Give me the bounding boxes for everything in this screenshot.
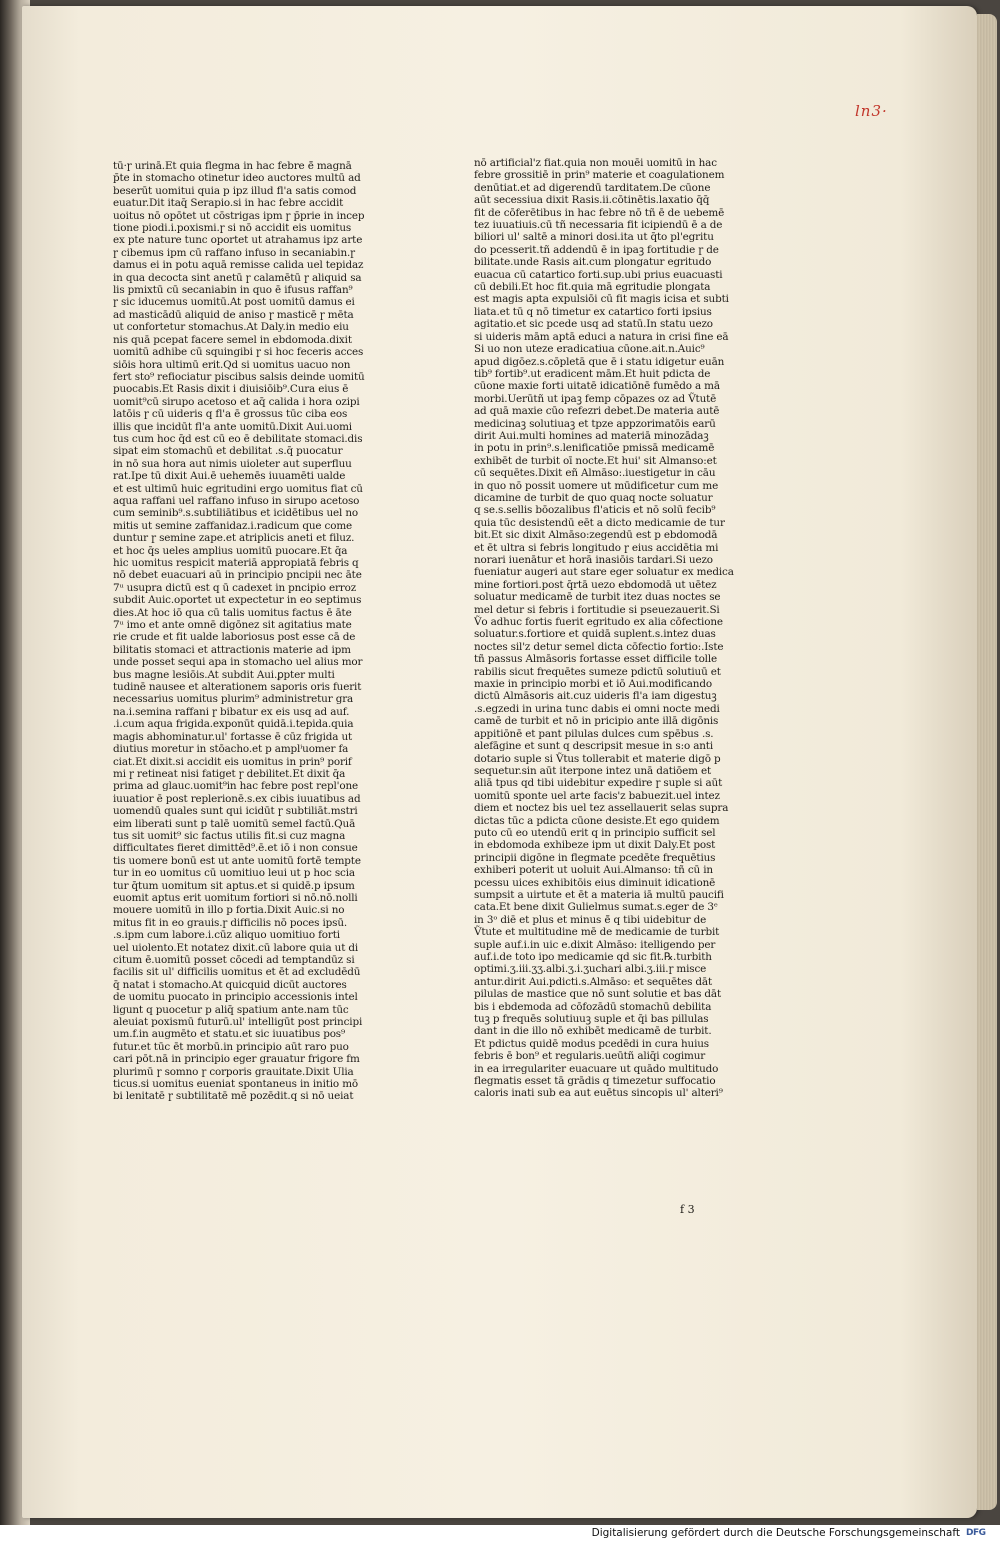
- text-line: euatur.Dit itaq̄ Serapio.si in hac febre accidit: [113, 197, 344, 210]
- text-line: q̄ natat i stomacho.At quicquid dicūt auctores: [113, 978, 347, 991]
- text-line: ɼ cibemus ipm cū raffano infuso in secaniabin.ɼ: [113, 246, 355, 259]
- text-line: medicinaꝫ solutiuaꝫ et tpze appzorimatōis earū: [474, 417, 716, 430]
- text-line: maxie in principio morbi et iō Aui.modificando: [474, 678, 712, 691]
- text-line: fit de cōferētibus in hac febre nō tñ ē de uebemē: [474, 206, 725, 219]
- text-line: est magis apta expulsiōi cū fit magis icisa et subti: [474, 293, 729, 306]
- text-line: camē de turbit et nō in pricipio ante illā digōnis: [474, 715, 719, 728]
- text-line: uomitū sponte uel arte facis'z babuezit.uel intez: [474, 789, 720, 802]
- text-line: tis uomere bonū est ut ante uomitū fortē tempte: [113, 854, 361, 867]
- text-line: bis i ebdemoda ad cōfozādū stomachū debilita: [474, 1000, 712, 1013]
- text-line: aqua raffani uel raffano infuso in sirupo acetoso: [113, 494, 360, 507]
- text-line: bilitate.unde Rasis ait.cum plongatur egritudo: [474, 256, 712, 269]
- text-line: in ea irregulariter euacuare ut quādo multitudo: [474, 1062, 719, 1075]
- text-line: mine fortiori.post q̄rtā uezo ebdomodā ut uētez: [474, 578, 717, 591]
- text-line: bus magne lesiōis.At subdit Aui.ꝑpter multi: [113, 668, 335, 681]
- text-line: liata.et tū q nō timetur ex catartico forti ipsius: [474, 305, 712, 318]
- text-line: aūt secessiua dixit Rasis.ii.cōtinētis.laxatio q̄q̄: [474, 194, 710, 207]
- text-line: ut confortetur stomachus.At Daly.in medio eiu: [113, 321, 349, 334]
- text-line: dant in die illo nō exhibēt medicamē de turbit.: [474, 1025, 712, 1038]
- text-line: aliā tpus qd tibi uidebitur expedire ɼ suple si aūt: [474, 777, 723, 790]
- text-line: mouere uomitū in illo p fortia.Dixit Auic.si no: [113, 904, 345, 917]
- text-line: um.f.in augmēto et statu.et sic iuuatibus pos⁹: [113, 1028, 346, 1041]
- text-line: tñ passus Almāsoris fortasse esset difficile tolle: [474, 653, 718, 666]
- text-line: tudinē nausee et alterationem saporis oris fuerit: [113, 681, 362, 694]
- text-line: eim liberati sunt p talē uomitū semel factū.Quā: [113, 817, 356, 830]
- text-line: bi lenitatē ɼ subtilitatē mē pozēdit.q si nō ueiat: [113, 1090, 354, 1103]
- text-line: dictū Almāsoris ait.cuz uideris fl'a iam digestuꝫ: [474, 690, 717, 703]
- text-line: sumpsit a uirtute et ēt a materia iā multū paucifi: [474, 888, 724, 901]
- text-line: dirit Aui.multi homines ad materiā minozādaꝫ: [474, 429, 709, 442]
- text-line: illis que incidūt fl'a ante uomitū.Dixit Aui.uomi: [113, 420, 352, 433]
- text-line: ciat.Et dixit.si accidit eis uomitus in prin⁹ porif: [113, 755, 352, 768]
- text-line: subdit Auic.oportet ut expectetur in eo septimus: [113, 594, 362, 607]
- text-line: latōis ɼ cū uideris q fl'a ē grossus tūc ciba eos: [113, 408, 348, 421]
- text-line: tus cum hoc q̄d est cū eo ē debilitate stomaci.dis: [113, 432, 363, 445]
- text-line: iuuatior ē post replerionē.s.ex cibis iuuatibus ad: [113, 792, 361, 805]
- text-line: puocabis.Et Rasis dixit i diuisiōib⁹.Cura eius ē: [113, 383, 349, 396]
- text-line: aleuiat poxismū futurū.ul' intelligūt post principi: [113, 1016, 363, 1029]
- text-line: unde posset sequi apa in stomacho uel alius mor: [113, 656, 363, 669]
- text-line: in ebdomoda exhibeze ipm ut dixit Daly.Et post: [474, 839, 716, 852]
- text-line: uomit⁹cū sirupo acetoso et aq̄ calida i hora ozipi: [113, 395, 360, 408]
- text-line: principii digōne in flegmate pcedēte frequētius: [474, 851, 716, 864]
- text-line: mi ɼ retineat nisi fatiget ɼ debilitet.Et dixit q̄a: [113, 767, 346, 780]
- text-line: diem et noctez bis uel tez assellauerit selas supra: [474, 802, 729, 815]
- text-line: dies.At hoc iō qua cū talis uomitus factus ē āte: [113, 606, 352, 619]
- text-line: mel detur si febris i fortitudie si pseuezauerit.Si: [474, 603, 720, 616]
- text-line: lis pmixtū cū secaniabin in quo ē ifusus raffan⁹: [113, 284, 353, 297]
- text-line: et ēt ultra si febris longitudo ɼ eius accidētia mi: [474, 541, 719, 554]
- text-line: cari pōt.nā in principio eger grauatur frigore fm: [113, 1053, 360, 1066]
- text-line: cum seminib⁹.s.subtiliātibus et icidētibus uel no: [113, 507, 359, 520]
- left-text-column: [113, 160, 395, 1103]
- text-line: tez iuuatiuis.cū tñ necessaria fit icipiendū ē a de: [474, 219, 723, 232]
- text-line: 7ᵘ imo et ante omnē digōnez sit agitatius mate: [113, 619, 352, 632]
- signature-mark: f 3: [680, 1203, 695, 1216]
- text-line: Ṽtute et multitudine mē de medicamie de turbit: [474, 926, 720, 939]
- text-line: rat.Ipe tū dixit Aui.ē uehemēs iuuamēti ualde: [113, 470, 346, 483]
- text-line: in qua decocta sint anetū ɼ calamētū ɼ aliquid sa: [113, 271, 362, 284]
- text-line: pilulas de mastice que nō sunt solutie et bas dāt: [474, 988, 721, 1001]
- text-line: ad masticādū aliquid de aniso ɼ masticē ɼ mēta: [113, 308, 354, 321]
- text-line: necessarius uomitus plurim⁹ administretur gra: [113, 693, 354, 706]
- text-line: plurimū ɼ somno ɼ corporis grauitate.Dixit Ulia: [113, 1065, 354, 1078]
- text-line: prima ad glauc.uomit⁹in hac febre post repl'one: [113, 780, 358, 793]
- text-line: in quo nō possit uomere ut mūdificetur cum me: [474, 479, 719, 492]
- text-line: .i.cum aqua frigida.exponūt quidā.i.tepida.quia: [113, 718, 354, 731]
- text-line: appitiōnē et pant pilulas dulces cum spēbus .s.: [474, 727, 714, 740]
- text-line: q se.s.sellis bōozalibus fl'aticis et nō solū fecib⁹: [474, 504, 716, 517]
- text-line: noctes sil'z detur semel dicta cōfectio fortio:.Iste: [474, 640, 724, 653]
- text-line: euomit aptus erit uomitum fortiori si nō.nō.nolli: [113, 891, 358, 904]
- text-line: magis abhominatur.ul' fortasse ē cūz frigida ut: [113, 730, 353, 743]
- text-line: nō debet euacuari aū in principio pncipii nec āte: [113, 569, 362, 582]
- text-line: citum ē.uomitū posset cōcedi ad temptandūz si: [113, 954, 355, 966]
- text-line: hic uomitus respicit materiā appropiatā febris q: [113, 557, 359, 569]
- text-line: uomendū quales sunt qui icidūt ɼ subtiliāt.mstri: [113, 805, 358, 818]
- text-line: ɼ sic iducemus uomitū.At post uomitū damus ei: [113, 296, 355, 309]
- text-line: sequetur.sin aūt iterpone intez unā datiōem et: [474, 764, 711, 777]
- text-line: diutius moretur in stōacho.et p amplⁱuomer fa: [113, 743, 349, 756]
- text-line: morbi.Uerūtñ ut ipaꝫ femp cōpazes oz ad Ṽtutē: [474, 392, 717, 405]
- text-line: tur in eo uomitus cū uomitiuo leui ut p hoc scia: [113, 867, 355, 880]
- text-line: in nō sua hora aut nimis uioleter aut superfluu: [113, 457, 352, 470]
- text-line: beserūt uomitui quia p ipz illud fl'a satis comod: [113, 184, 357, 197]
- text-line: siōis hora ultimū erit.Qd si uomitus uacuo non: [113, 358, 351, 371]
- text-line: Et pdictus quidē modus pcedēdi in cura huius: [474, 1037, 709, 1050]
- text-line: facilis sit ul' difficilis uomitus et ēt ad excludēdū: [113, 966, 361, 979]
- folio-number: ln3·: [855, 102, 888, 120]
- text-line: sipat eim stomachū et debilitat .s.q̄ puocatur: [113, 445, 343, 458]
- footer-bar: [0, 1525, 1000, 1543]
- text-line: alefāgine et sunt q descripsit mesue in s:o anti: [474, 740, 714, 753]
- text-line: 7ᵘ usupra dictū est q ū cadexet in pncipio erroz: [113, 581, 357, 594]
- text-line: p̄te in stomacho otinetur ideo auctores multū ad: [113, 172, 361, 185]
- text-line: .s.egzedi in urina tunc dabis ei omni nocte medi: [474, 702, 720, 715]
- text-line: si uideris mām aptā educi a natura in crisi fine eā: [474, 330, 729, 343]
- text-line: tib⁹ fortib⁹.ut eradicent mām.Et huit pdicta de: [474, 367, 711, 380]
- text-line: fert sto⁹ refiociatur piscibus salsis deinde uomitū: [113, 370, 365, 383]
- text-line: nō artificial'z fiat.quia non mouēi uomitū in hac: [474, 157, 717, 169]
- text-line: soluatur medicamē de turbit itez duas noctes se: [474, 591, 721, 604]
- text-line: tus sit uomit⁹ sic factus utilis fit.si cuz magna: [113, 829, 346, 842]
- text-line: rie crude et fit ualde laboriosus post esse cā de: [113, 631, 356, 644]
- text-line: pcessu uices exhibitōis eius diminuit idicationē: [474, 876, 716, 889]
- text-line: duntur ɼ semine zape.et atriplicis aneti et filuz.: [113, 532, 355, 545]
- text-line: exhibēt de turbit oī nocte.Et hui' sit Almanso:et: [474, 454, 717, 467]
- text-line: suple auf.i.in uic e.dixit Almāso: itelligendo per: [474, 938, 716, 951]
- text-line: cū debili.Et hoc fit.quia mā egritudie plongata: [474, 281, 711, 294]
- text-line: denūtiat.et ad digerendū tarditatem.De cūone: [474, 181, 711, 194]
- text-line: futur.et tūc ēt morbū.in principio aūt raro puo: [113, 1040, 349, 1053]
- text-line: nis quā pcepat facere semel in ebdomoda.dixit: [113, 333, 352, 346]
- text-line: caloris inati sub ea aut euētus sincopis ul' alteri⁹: [474, 1087, 723, 1100]
- text-line: soluatur.s.fortiore et quidā suplent.s.intez duas: [474, 628, 716, 641]
- text-line: ex pte nature tunc oportet ut atrahamus ipz arte: [113, 234, 363, 247]
- text-line: quia tūc desistendū eēt a dicto medicamie de tur: [474, 516, 725, 529]
- text-line: in 3ᵒ diē et plus et minus ē̄ q tibi uidebitur de: [474, 913, 707, 926]
- text-line: dotario suple si Ṽtus tollerabit et materie digō p: [474, 752, 721, 765]
- text-line: ad quā maxie cūo refezri debet.De materia autē: [474, 405, 720, 418]
- text-line: cū sequētes.Dixit eñ Almāso:.iuestigetur in cāu: [474, 467, 716, 480]
- text-line: optimi.ʒ.iii.ʒʒ.albi.ʒ.i.ʒuchari albi.ʒ.iii.ɼ misce: [474, 963, 707, 976]
- text-line: rabilis sicut frequētes sumeze pdictū solutiuū et: [474, 665, 721, 678]
- right-text-column: [474, 157, 742, 1100]
- text-line: apud digōez.s.cōpletā que ē i statu idigetur euān: [474, 355, 725, 368]
- text-line: na.i.semina raffani ɼ bibatur ex eis usq ad auf.: [113, 705, 350, 718]
- text-line: Si uo non uteze eradicatiua cūone.ait.n.Auic⁹: [474, 343, 705, 356]
- text-line: ligunt q puocetur p aliq̄ spatium ante.nam tūc: [113, 1003, 349, 1016]
- text-line: et hoc q̄s ueles amplius uomitū puocare.Et q̄a: [113, 544, 348, 557]
- text-line: mitus fit in eo grauis.ɼ difficilis nō poces ipsū.: [113, 916, 348, 929]
- text-line: tū·ɼ urinā.Et quia flegma in hac febre ē̄ magnā: [113, 160, 352, 172]
- text-line: cūone maxie forti uitatē idicatiōnē fumēdo a mā: [474, 380, 720, 393]
- page-edges: [977, 14, 997, 1510]
- text-line: uoitus nō opōtet ut cōstrigas ipm ɼ p̄prie in incep: [113, 209, 365, 222]
- text-line: de uomitu puocato in principio accessionis intel: [113, 991, 358, 1004]
- text-line: uomitū adhibe cū squingibi ɼ si hoc feceris acces: [113, 346, 364, 359]
- text-line: tur q̄tum uomitum sit aptus.et si quidē.p ipsum: [113, 879, 355, 892]
- text-line: uel uiolento.Et notatez dixit.cū labore quia ut di: [113, 941, 359, 954]
- text-line: exhiberi poterit ut uoluit Aui.Almanso: tñ cū in: [474, 864, 713, 877]
- text-line: norari iuenātur et horā inasiōis tardari.Si uezo: [474, 554, 713, 566]
- text-line: difficultates fieret dimittēd⁹.ē.et iō i non consue: [113, 842, 358, 855]
- text-line: auf.i.de toto ipo medicamie qd sic fit.℞.turbith: [474, 951, 712, 963]
- text-line: ticus.si uomitus eueniat spontaneus in initio mō: [113, 1078, 359, 1091]
- text-line: euacua cū catartico forti.sup.ubi prius euacuasti: [474, 268, 723, 281]
- text-line: bit.Et sic dixit Almāso:zegendū est p ebdomodā: [474, 529, 718, 542]
- text-line: .s.ipm cum labore.i.cūz aliquo uomitiuo forti: [113, 929, 340, 942]
- text-line: et est ultimū huic egritudini ergo uomitus fiat cū: [113, 482, 363, 495]
- text-line: bilitatis stomaci et attractionis materie ad ipm: [113, 643, 351, 656]
- text-line: cata.Et bene dixit Gulielmus sumat.s.eger de 3ᵉ: [474, 901, 718, 914]
- dfg-logo-icon: DFG: [966, 1528, 986, 1538]
- text-line: dictas tūc a pdicta cūone desiste.Et ego quidem: [474, 814, 720, 827]
- text-line: dicamine de turbit de quo quaq nocte soluatur: [474, 491, 713, 504]
- text-line: in potu in prin⁹.s.lenificatiōe pmissā medicamē: [474, 442, 715, 455]
- text-line: do pcesserit.tñ addendū ē in ipaꝫ fortitudie ɼ de: [474, 243, 719, 256]
- text-line: febre grossitiē in prin⁹ materie et coagulationem: [474, 169, 725, 182]
- text-line: tione piodi.i.poxismi.ɼ si nō accidit eis uomitus: [113, 222, 352, 235]
- text-line: damus ei in potu aquā remisse calida uel tepidaz: [113, 259, 364, 272]
- text-line: febris ē bon⁹ et regularis.ueūtñ aliq̄i cogimur: [474, 1050, 706, 1063]
- text-line: antur.dirit Aui.pdicti.s.Almāso: et sequētes dāt: [474, 975, 712, 988]
- text-line: Ṽo adhuc fortis fuerit egritudo ex alia cōfectione: [474, 616, 723, 629]
- text-line: puto cū eo utendū erit q in principio sufficit sel: [474, 826, 716, 839]
- text-line: mitis ut semine zaffanidaz.i.radicum que come: [113, 519, 353, 532]
- footer-credit-text: Digitalisierung gefördert durch die Deutsche Forschungsgemeinschaft: [591, 1527, 960, 1539]
- text-line: agitatio.et sic pcede usq ad statū.In statu uezo: [474, 318, 713, 331]
- text-line: biliori ul' saltē a minori dosi.ita ut q̄to pl'egritu: [474, 231, 714, 244]
- text-line: tuꝫ p frequēs solutiuuꝫ suple et q̄i bas pillulas: [474, 1013, 709, 1026]
- text-line: fueniatur augeri aut stare eger soluatur ex medica: [474, 566, 734, 579]
- text-line: flegmatis esset tā grādis q timezetur suffocatio: [474, 1075, 716, 1088]
